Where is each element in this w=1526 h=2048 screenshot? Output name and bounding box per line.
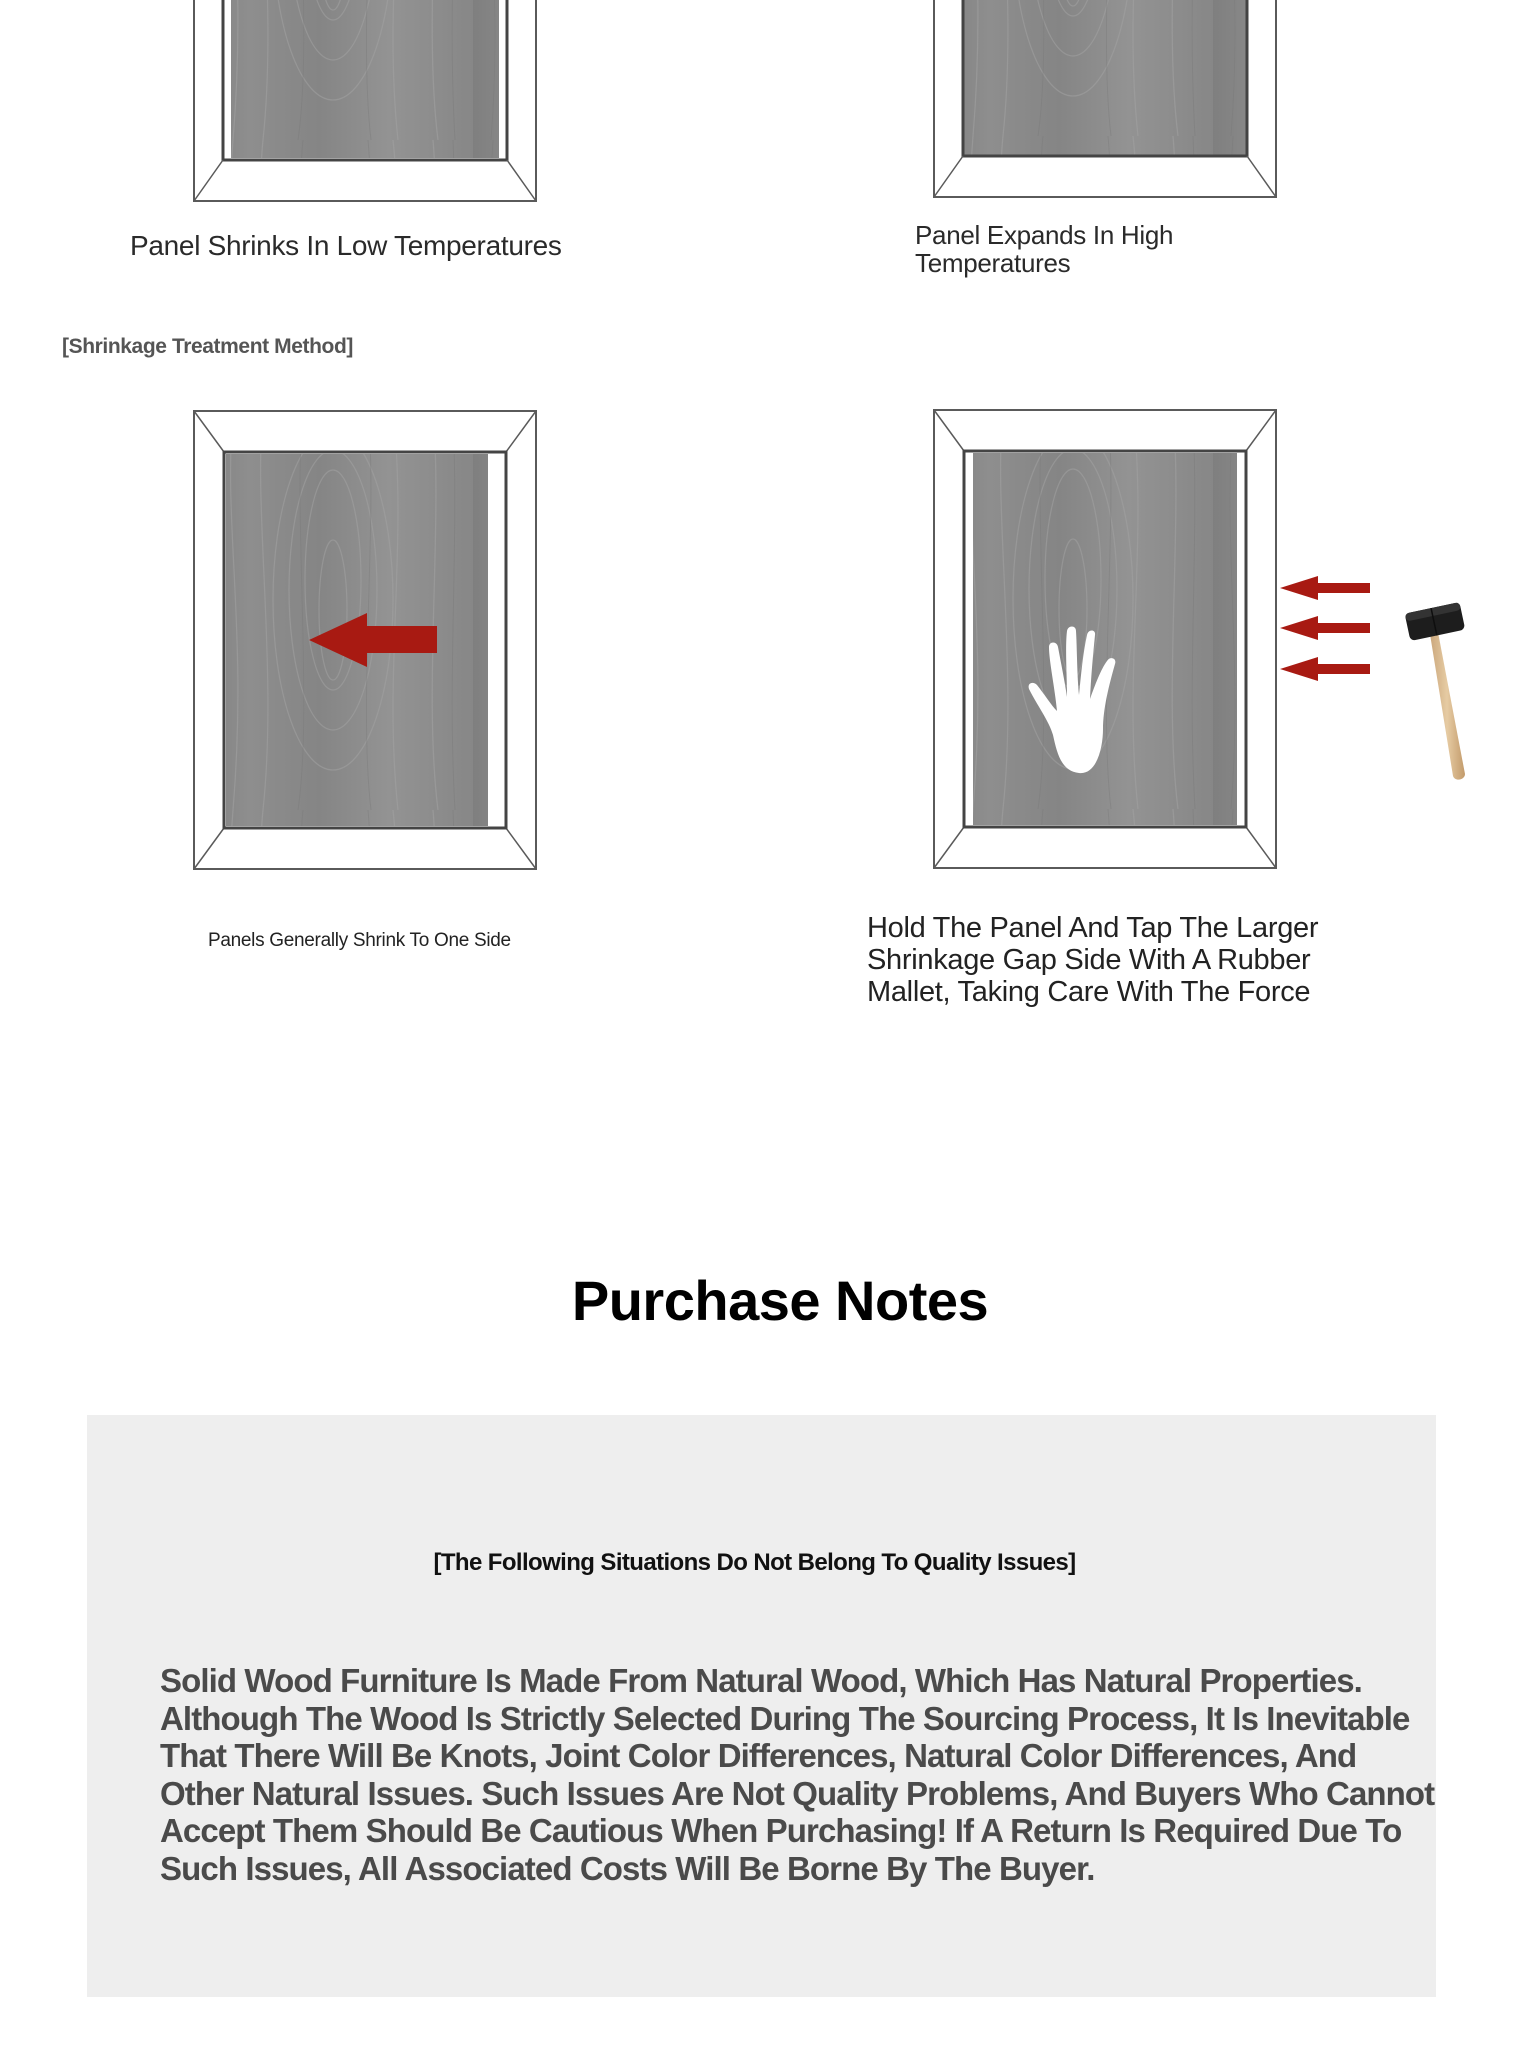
caption-panel-expands — [915, 221, 1173, 277]
purchase-notes-paragraph — [160, 1662, 1460, 1887]
step-tap-with-mallet — [763, 400, 1526, 1020]
purchase-notes-title: Purchase Notes — [571, 1269, 989, 1332]
red-left-arrow-icon — [1280, 657, 1370, 681]
hand-icon — [1027, 625, 1135, 775]
red-left-arrow-icon — [1280, 616, 1370, 640]
paragraph-line: Such Issues, All Associated Costs Will Be Borne By The Buyer. — [160, 1849, 1095, 1887]
step-shrink-one-side — [0, 400, 763, 980]
paragraph-line: Accept Them Should Be Cautious When Purchasing! If A Return Is Required Due To — [160, 1812, 1402, 1849]
caption-line: Panel Expands In High — [915, 220, 1174, 250]
rubber-mallet-icon — [1403, 602, 1473, 782]
paragraph-line: That There Will Be Knots, Joint Color Differences, Natural Color Differences, And — [160, 1737, 1357, 1774]
paragraph-line: Other Natural Issues. Such Issues Are Not Quality Problems, And Buyers Who Cannot — [160, 1774, 1435, 1812]
paragraph-line: Although The Wood Is Strictly Selected During The Sourcing Process, It Is Inevitable — [160, 1699, 1410, 1737]
purchase-notes-box — [87, 1415, 1436, 1997]
caption-line: Hold The Panel And Tap The Larger — [867, 912, 1319, 944]
red-left-arrow-icon — [1280, 576, 1370, 600]
caption-hold-and-tap — [867, 912, 1318, 1008]
purchase-notes-subheading: [The Following Situations Do Not Belong To Quality Issues] — [433, 1549, 1076, 1576]
caption-panels-shrink-one-side: Panels Generally Shrink To One Side — [208, 930, 511, 951]
paragraph-line: Solid Wood Furniture Is Made From Natural Wood, Which Has Natural Properties. — [160, 1662, 1362, 1699]
caption-line: Shrinkage Gap Side With A Rubber — [867, 944, 1311, 976]
caption-line: Temperatures — [915, 248, 1071, 278]
caption-line: Mallet, Taking Care With The Force — [867, 976, 1311, 1008]
wood-panel-frame-icon — [193, 0, 537, 202]
top-diagram-shrink — [0, 0, 763, 300]
wood-panel-frame-icon — [933, 0, 1277, 198]
top-diagram-expand — [763, 0, 1526, 300]
red-left-arrow-icon — [309, 613, 439, 667]
section-label-shrinkage-treatment: [Shrinkage Treatment Method] — [62, 335, 354, 358]
caption-panel-shrinks: Panel Shrinks In Low Temperatures — [130, 230, 562, 261]
